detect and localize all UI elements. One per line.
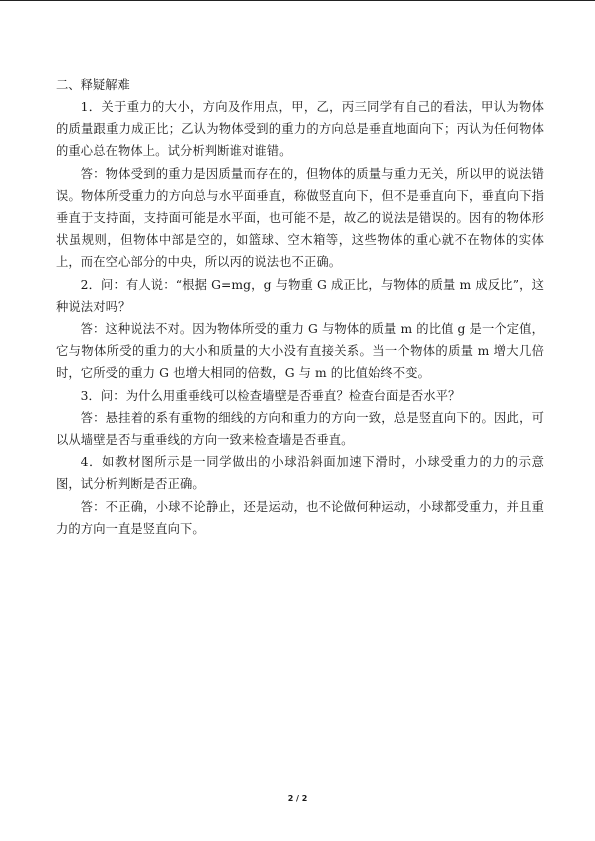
page-number: 2 / 2: [287, 794, 308, 803]
question-4: 4．如教材图所示是一同学做出的小球沿斜面加速下滑时，小球受重力的力的示意图，试分析判断是否正确。: [56, 455, 544, 492]
section-title: 二、释疑解难: [56, 78, 130, 92]
question-2: 2．问：有人说：“根据 G=mg，g 与物重 G 成正比，与物体的质量 m 成反比”，这种说法对吗？: [56, 277, 544, 314]
question-3: 3．问：为什么用重垂线可以检查墙壁是否垂直？检查台面是否水平？: [80, 388, 461, 403]
answer-4: 答：不正确，小球不论静止，还是运动，也不论做何种运动，小球都受重力，并且重力的方向一直是竖直向下。: [56, 499, 544, 536]
question-1: 1．关于重力的大小，方向及作用点，甲，乙，丙三同学有自己的看法，甲认为物体的质量跟重力成正比；乙认为物体受到的重力的方向总是垂直地面向下；丙认为任何物体的重心总在物体上。试分析判断谁对谁错。: [56, 100, 544, 159]
top-rule: [0, 0, 595, 1]
answer-1: 答：物体受到的重力是因质量而存在的，但物体的质量与重力无关，所以甲的说法错误。物体所受重力的方向总与水平面垂直，称做竖直向下，但不是垂直向下，垂直向下指垂直于支持面，支持面可能是水平面，也可能不是，故乙的说法是错误的。因有的物体形状虽规则，但物体中部是空的，如篮球、空木箱等，这些物体的重心就不在物体的实体上，而在空心部分的中央，所以丙的说法也不正确。: [56, 166, 544, 270]
document-body: [56, 74, 544, 540]
answer-3: 答：悬挂着的系有重物的细线的方向和重力的方向一致，总是竖直向下的。因此，可以从墙壁是否与重垂线的方向一致来检查墙是否垂直。: [56, 410, 544, 448]
answer-2: 答：这种说法不对。因为物体所受的重力 G 与物体的质量 m 的比值 g 是一个定值，它与物体所受的重力的大小和质量的大小没有直接关系。当一个物体的质量 m 增大几倍时，它所受的重力 G 也增大相同的倍数，G 与 m 的比值始终不变。: [56, 322, 544, 381]
